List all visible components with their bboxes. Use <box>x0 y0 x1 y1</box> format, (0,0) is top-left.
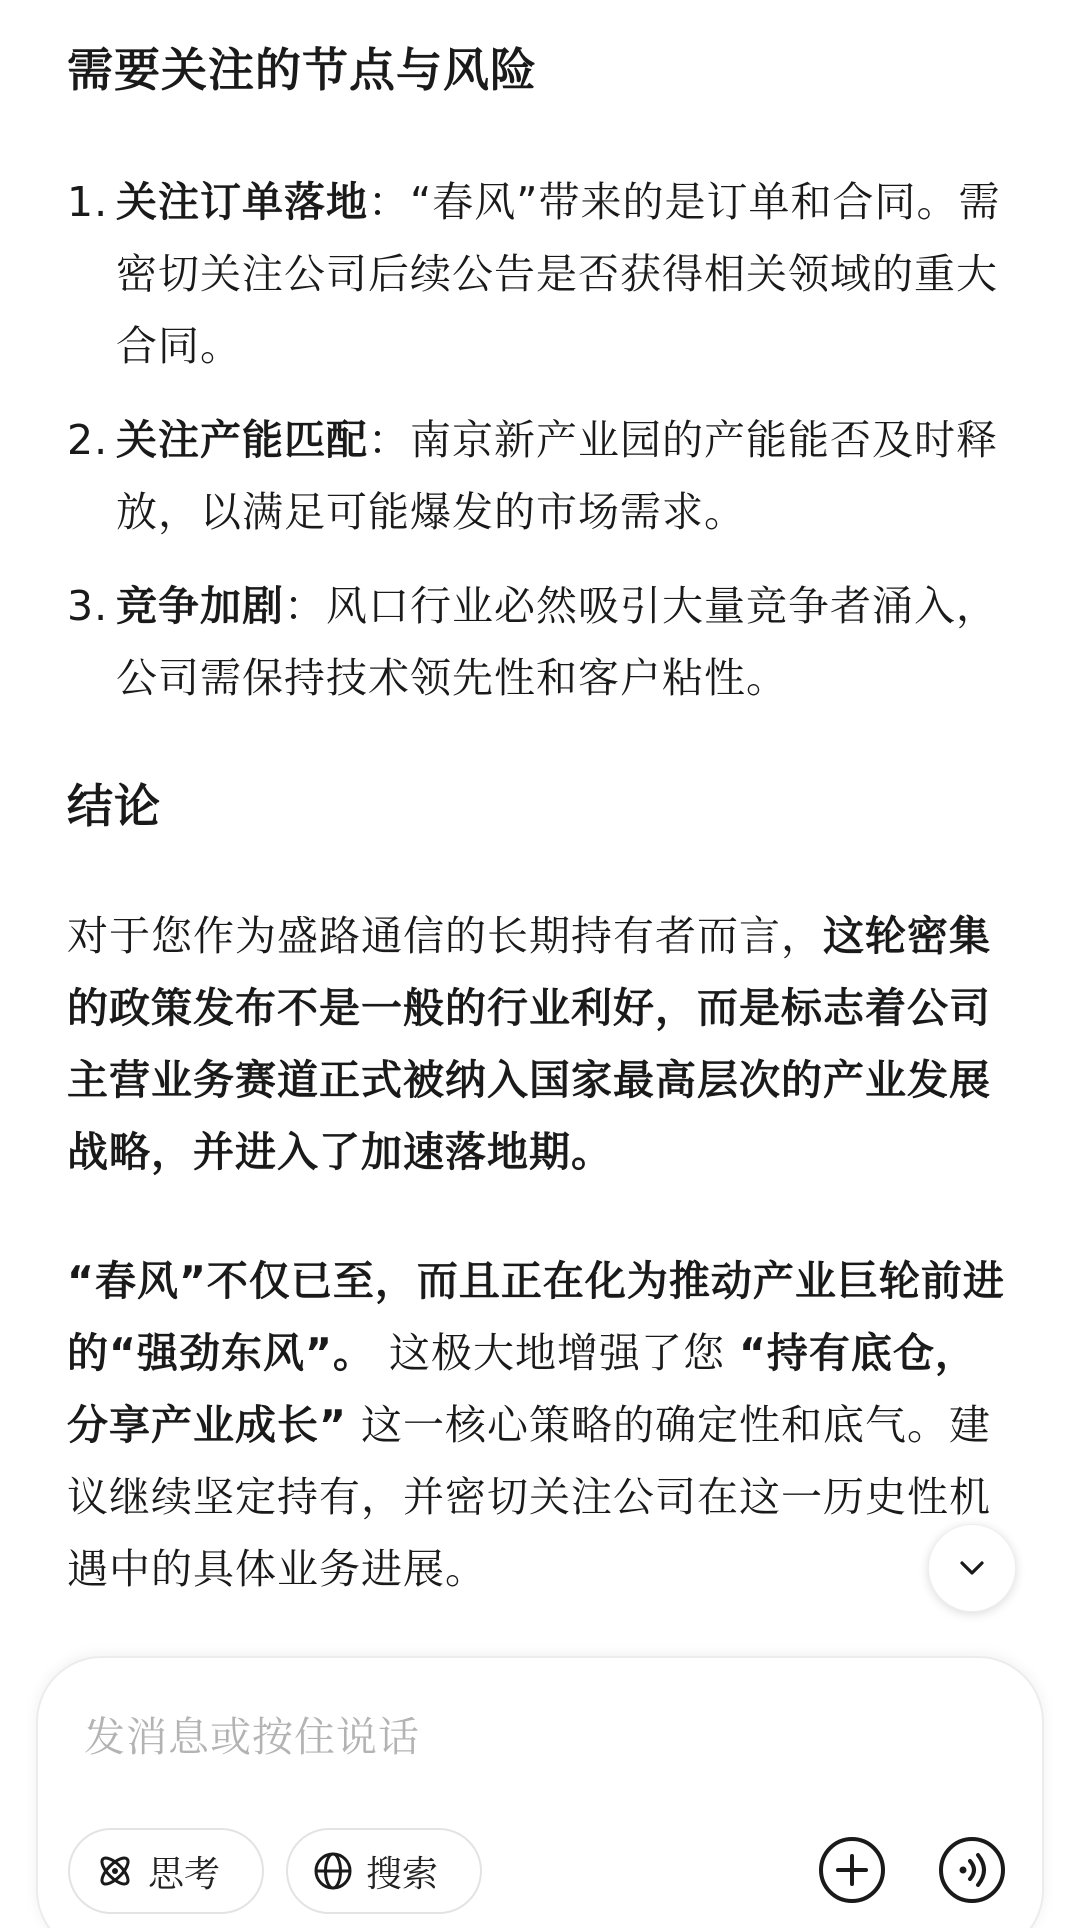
conclusion-text: 这极大地增强了您 <box>374 1329 739 1377</box>
section-title-risks: 需要关注的节点与风险 <box>67 43 537 97</box>
risk-item-text: ：南京新产业园的产能能否及时释放，以满足可能爆发的市场需求。 <box>116 416 998 536</box>
section-title-conclusion: 结论 <box>67 779 161 833</box>
risk-item-title: 竞争加剧 <box>116 582 284 630</box>
risk-list <box>67 166 1017 736</box>
add-button[interactable] <box>816 1834 888 1906</box>
search-button[interactable] <box>286 1828 482 1914</box>
globe-icon <box>312 1850 354 1892</box>
scroll-to-bottom-button[interactable] <box>928 1524 1016 1612</box>
conclusion-paragraph <box>67 1245 1017 1605</box>
atom-icon <box>94 1850 136 1892</box>
conclusion-emphasis: 这轮密集的政策发布不是一般的行业利好，而是标志着公司主营业务赛道正式被纳入国家最高层次的产业发展战略，并进入了加速落地期。 <box>67 912 991 1176</box>
message-input[interactable]: 发消息或按住说话 <box>84 1713 420 1761</box>
voice-wave-icon <box>938 1836 1006 1904</box>
chevron-down-icon <box>952 1548 992 1588</box>
conclusion-emphasis: “持有底仓，分享产业成长” <box>67 1329 977 1449</box>
conclusion-text: 这一核心策略的确定性和底气。建议继续坚定持有，并密切关注公司在这一历史性机遇中的具体业务进展。 <box>67 1401 991 1593</box>
list-number: 1. <box>67 178 109 226</box>
risk-item-text: ：“春风”带来的是订单和合同。需密切关注公司后续公告是否获得相关领域的重大合同。 <box>116 178 1001 370</box>
search-label: 搜索 <box>366 1853 439 1895</box>
risk-item <box>67 166 1017 382</box>
risk-item-text: ：风口行业必然吸引大量竞争者涌入，公司需保持技术领先性和客户粘性。 <box>116 582 998 702</box>
plus-circle-icon <box>818 1836 886 1904</box>
think-button[interactable] <box>68 1828 264 1914</box>
risk-item-title: 关注订单落地 <box>116 178 368 226</box>
conclusion-paragraph <box>67 900 1017 1188</box>
message-composer[interactable] <box>36 1656 1044 1928</box>
risk-item <box>67 404 1017 548</box>
voice-button[interactable] <box>936 1834 1008 1906</box>
conclusion-emphasis: “春风”不仅已至，而且正在化为推动产业巨轮前进的“强劲东风”。 <box>67 1257 1005 1377</box>
list-number: 3. <box>67 582 109 630</box>
list-number: 2. <box>67 416 109 464</box>
conclusion-text: 对于您作为盛路通信的长期持有者而言， <box>67 912 823 960</box>
risk-item <box>67 570 1017 714</box>
risk-item-title: 关注产能匹配 <box>116 416 368 464</box>
think-label: 思考 <box>148 1853 221 1895</box>
